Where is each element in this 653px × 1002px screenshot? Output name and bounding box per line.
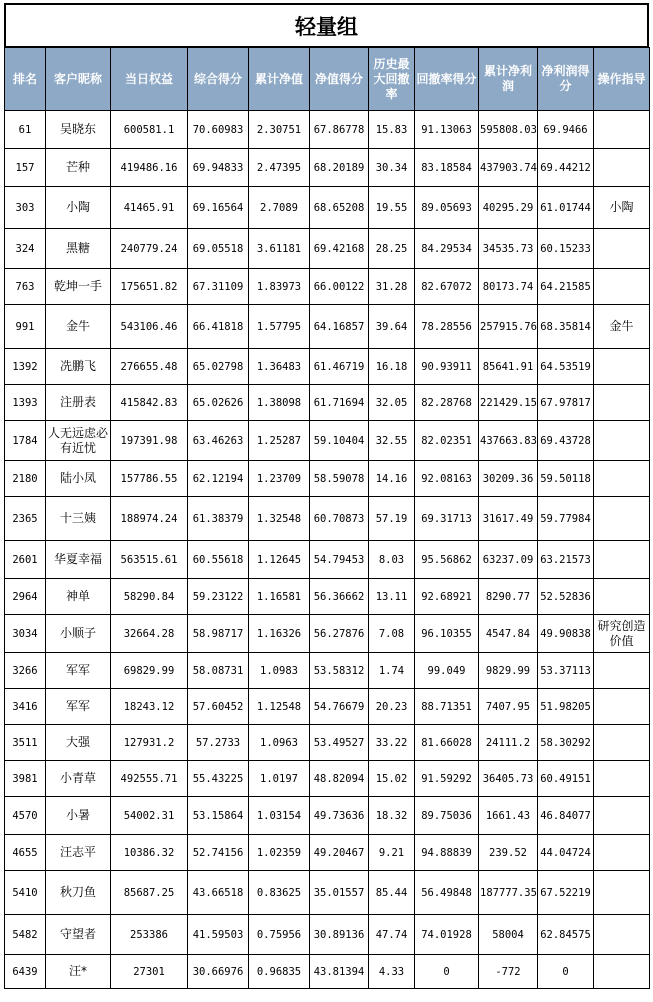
cell-equity: 188974.24 — [111, 497, 188, 541]
cell-overall-score: 41.59503 — [188, 915, 249, 955]
cell-rank: 157 — [5, 149, 46, 187]
cell-drawdown-score: 82.67072 — [415, 269, 479, 305]
cell-guidance — [594, 229, 650, 269]
table-row — [5, 689, 650, 725]
cell-equity: 32664.28 — [111, 615, 188, 653]
cell-profit-score: 58.30292 — [538, 725, 594, 761]
table-row — [5, 797, 650, 835]
cell-equity: 10386.32 — [111, 835, 188, 871]
cell-equity: 41465.91 — [111, 187, 188, 229]
sheet-title: 轻量组 — [4, 3, 649, 47]
cell-max-drawdown: 47.74 — [369, 915, 415, 955]
cell-max-drawdown: 31.28 — [369, 269, 415, 305]
cell-equity: 492555.71 — [111, 761, 188, 797]
cell-nickname: 军军 — [46, 689, 111, 725]
cell-overall-score: 69.05518 — [188, 229, 249, 269]
cell-overall-score: 30.66976 — [188, 955, 249, 989]
header-drawdown-score: 回撤率得分 — [415, 48, 479, 111]
cell-nav-score: 67.86778 — [310, 111, 369, 149]
cell-cumulative-nav: 1.0197 — [249, 761, 310, 797]
cell-nav-score: 66.00122 — [310, 269, 369, 305]
cell-overall-score: 57.2733 — [188, 725, 249, 761]
cell-equity: 419486.16 — [111, 149, 188, 187]
table-row — [5, 269, 650, 305]
cell-nickname: 人无远虑必有近忧 — [46, 421, 111, 461]
cell-equity: 175651.82 — [111, 269, 188, 305]
cell-drawdown-score: 91.13063 — [415, 111, 479, 149]
table-row — [5, 761, 650, 797]
cell-overall-score: 66.41818 — [188, 305, 249, 349]
cell-nickname: 小陶 — [46, 187, 111, 229]
cell-overall-score: 69.16564 — [188, 187, 249, 229]
cell-overall-score: 57.60452 — [188, 689, 249, 725]
cell-guidance — [594, 871, 650, 915]
cell-nav-score: 56.36662 — [310, 579, 369, 615]
header-nickname: 客户昵称 — [46, 48, 111, 111]
cell-equity: 563515.61 — [111, 541, 188, 579]
cell-nav-score: 64.16857 — [310, 305, 369, 349]
cell-nav-score: 61.71694 — [310, 385, 369, 421]
cell-equity: 197391.98 — [111, 421, 188, 461]
cell-cumulative-nav: 1.38098 — [249, 385, 310, 421]
cell-rank: 2365 — [5, 497, 46, 541]
cell-profit-score: 60.15233 — [538, 229, 594, 269]
cell-net-profit: 257915.76 — [479, 305, 538, 349]
cell-rank: 3981 — [5, 761, 46, 797]
cell-equity: 27301 — [111, 955, 188, 989]
cell-nav-score: 61.46719 — [310, 349, 369, 385]
table-row — [5, 349, 650, 385]
cell-max-drawdown: 28.25 — [369, 229, 415, 269]
table-row — [5, 955, 650, 989]
cell-rank: 2964 — [5, 579, 46, 615]
cell-rank: 4570 — [5, 797, 46, 835]
cell-drawdown-score: 92.08163 — [415, 461, 479, 497]
cell-overall-score: 63.46263 — [188, 421, 249, 461]
cell-nickname: 汪志平 — [46, 835, 111, 871]
cell-drawdown-score: 69.31713 — [415, 497, 479, 541]
cell-net-profit: 1661.43 — [479, 797, 538, 835]
cell-net-profit: 85641.91 — [479, 349, 538, 385]
cell-net-profit: 24111.2 — [479, 725, 538, 761]
cell-nav-score: 54.76679 — [310, 689, 369, 725]
cell-rank: 1392 — [5, 349, 46, 385]
cell-guidance — [594, 111, 650, 149]
cell-net-profit: 187777.35 — [479, 871, 538, 915]
cell-cumulative-nav: 1.12548 — [249, 689, 310, 725]
cell-cumulative-nav: 0.96835 — [249, 955, 310, 989]
cell-profit-score: 61.01744 — [538, 187, 594, 229]
cell-rank: 2180 — [5, 461, 46, 497]
cell-rank: 1393 — [5, 385, 46, 421]
cell-overall-score: 60.55618 — [188, 541, 249, 579]
cell-max-drawdown: 4.33 — [369, 955, 415, 989]
cell-nickname: 吴晓东 — [46, 111, 111, 149]
cell-nickname: 华夏幸福 — [46, 541, 111, 579]
table-row — [5, 497, 650, 541]
cell-max-drawdown: 19.55 — [369, 187, 415, 229]
cell-max-drawdown: 15.02 — [369, 761, 415, 797]
cell-equity: 18243.12 — [111, 689, 188, 725]
cell-max-drawdown: 16.18 — [369, 349, 415, 385]
cell-net-profit: 9829.99 — [479, 653, 538, 689]
cell-drawdown-score: 74.01928 — [415, 915, 479, 955]
cell-drawdown-score: 56.49848 — [415, 871, 479, 915]
cell-rank: 2601 — [5, 541, 46, 579]
cell-max-drawdown: 32.05 — [369, 385, 415, 421]
cell-cumulative-nav: 1.0963 — [249, 725, 310, 761]
cell-overall-score: 62.12194 — [188, 461, 249, 497]
cell-drawdown-score: 84.29534 — [415, 229, 479, 269]
cell-equity: 157786.55 — [111, 461, 188, 497]
cell-drawdown-score: 92.68921 — [415, 579, 479, 615]
cell-net-profit: 7407.95 — [479, 689, 538, 725]
cell-equity: 276655.48 — [111, 349, 188, 385]
cell-rank: 5482 — [5, 915, 46, 955]
cell-nav-score: 35.01557 — [310, 871, 369, 915]
cell-equity: 600581.1 — [111, 111, 188, 149]
cell-nav-score: 59.10404 — [310, 421, 369, 461]
cell-net-profit: 437663.83 — [479, 421, 538, 461]
cell-net-profit: 58004 — [479, 915, 538, 955]
cell-drawdown-score: 90.93911 — [415, 349, 479, 385]
cell-guidance: 金牛 — [594, 305, 650, 349]
cell-cumulative-nav: 0.75956 — [249, 915, 310, 955]
cell-nav-score: 53.49527 — [310, 725, 369, 761]
cell-guidance — [594, 385, 650, 421]
cell-overall-score: 65.02798 — [188, 349, 249, 385]
cell-profit-score: 59.50118 — [538, 461, 594, 497]
cell-nav-score: 53.58312 — [310, 653, 369, 689]
cell-profit-score: 44.04724 — [538, 835, 594, 871]
cell-guidance: 小陶 — [594, 187, 650, 229]
header-cumulative-nav: 累计净值 — [249, 48, 310, 111]
cell-guidance — [594, 541, 650, 579]
cell-profit-score: 64.53519 — [538, 349, 594, 385]
cell-max-drawdown: 18.32 — [369, 797, 415, 835]
cell-net-profit: 4547.84 — [479, 615, 538, 653]
cell-profit-score: 53.37113 — [538, 653, 594, 689]
cell-nav-score: 68.20189 — [310, 149, 369, 187]
cell-net-profit: 34535.73 — [479, 229, 538, 269]
cell-overall-score: 52.74156 — [188, 835, 249, 871]
cell-overall-score: 53.15864 — [188, 797, 249, 835]
cell-nav-score: 60.70873 — [310, 497, 369, 541]
cell-nickname: 十三姨 — [46, 497, 111, 541]
cell-overall-score: 59.23122 — [188, 579, 249, 615]
cell-overall-score: 65.02626 — [188, 385, 249, 421]
cell-profit-score: 60.49151 — [538, 761, 594, 797]
cell-overall-score: 70.60983 — [188, 111, 249, 149]
cell-rank: 3511 — [5, 725, 46, 761]
cell-cumulative-nav: 1.12645 — [249, 541, 310, 579]
cell-net-profit: 221429.15 — [479, 385, 538, 421]
cell-nav-score: 30.89136 — [310, 915, 369, 955]
cell-cumulative-nav: 0.83625 — [249, 871, 310, 915]
cell-net-profit: 63237.09 — [479, 541, 538, 579]
cell-rank: 4655 — [5, 835, 46, 871]
cell-cumulative-nav: 3.61181 — [249, 229, 310, 269]
table-row — [5, 229, 650, 269]
cell-cumulative-nav: 1.23709 — [249, 461, 310, 497]
cell-equity: 127931.2 — [111, 725, 188, 761]
cell-rank: 3034 — [5, 615, 46, 653]
cell-cumulative-nav: 1.36483 — [249, 349, 310, 385]
cell-max-drawdown: 14.16 — [369, 461, 415, 497]
cell-nickname: 军军 — [46, 653, 111, 689]
cell-cumulative-nav: 1.03154 — [249, 797, 310, 835]
header-max-drawdown: 历史最大回撤率 — [369, 48, 415, 111]
cell-nav-score: 58.59078 — [310, 461, 369, 497]
cell-cumulative-nav: 1.25287 — [249, 421, 310, 461]
cell-overall-score: 61.38379 — [188, 497, 249, 541]
table-row — [5, 725, 650, 761]
cell-guidance — [594, 689, 650, 725]
cell-net-profit: 80173.74 — [479, 269, 538, 305]
cell-guidance — [594, 149, 650, 187]
cell-rank: 5410 — [5, 871, 46, 915]
cell-drawdown-score: 96.10355 — [415, 615, 479, 653]
cell-max-drawdown: 15.83 — [369, 111, 415, 149]
header-profit-score: 净利润得分 — [538, 48, 594, 111]
cell-nav-score: 43.81394 — [310, 955, 369, 989]
cell-equity: 54002.31 — [111, 797, 188, 835]
cell-nav-score: 49.20467 — [310, 835, 369, 871]
cell-equity: 58290.84 — [111, 579, 188, 615]
cell-nav-score: 54.79453 — [310, 541, 369, 579]
cell-drawdown-score: 89.75036 — [415, 797, 479, 835]
table-row — [5, 385, 650, 421]
cell-guidance — [594, 461, 650, 497]
table-row — [5, 305, 650, 349]
cell-profit-score: 69.9466 — [538, 111, 594, 149]
cell-max-drawdown: 9.21 — [369, 835, 415, 871]
cell-equity: 69829.99 — [111, 653, 188, 689]
cell-nav-score: 49.73636 — [310, 797, 369, 835]
cell-guidance — [594, 761, 650, 797]
cell-nickname: 芒种 — [46, 149, 111, 187]
cell-profit-score: 59.77984 — [538, 497, 594, 541]
cell-rank: 303 — [5, 187, 46, 229]
cell-overall-score: 69.94833 — [188, 149, 249, 187]
cell-nickname: 小青草 — [46, 761, 111, 797]
cell-max-drawdown: 32.55 — [369, 421, 415, 461]
cell-drawdown-score: 91.59292 — [415, 761, 479, 797]
cell-overall-score: 58.98717 — [188, 615, 249, 653]
header-equity: 当日权益 — [111, 48, 188, 111]
cell-cumulative-nav: 1.32548 — [249, 497, 310, 541]
cell-nickname: 小顺子 — [46, 615, 111, 653]
cell-cumulative-nav: 1.83973 — [249, 269, 310, 305]
cell-equity: 543106.46 — [111, 305, 188, 349]
cell-nav-score: 56.27876 — [310, 615, 369, 653]
cell-equity: 85687.25 — [111, 871, 188, 915]
ranking-table — [4, 47, 650, 989]
table-row — [5, 835, 650, 871]
cell-cumulative-nav: 1.0983 — [249, 653, 310, 689]
header-net-profit: 累计净利润 — [479, 48, 538, 111]
cell-net-profit: 437903.74 — [479, 149, 538, 187]
cell-rank: 6439 — [5, 955, 46, 989]
header-guidance: 操作指导 — [594, 48, 650, 111]
cell-drawdown-score: 94.88839 — [415, 835, 479, 871]
cell-rank: 61 — [5, 111, 46, 149]
table-row — [5, 461, 650, 497]
cell-equity: 240779.24 — [111, 229, 188, 269]
cell-guidance — [594, 653, 650, 689]
cell-drawdown-score: 0 — [415, 955, 479, 989]
cell-guidance: 研究创造价值 — [594, 615, 650, 653]
cell-equity: 415842.83 — [111, 385, 188, 421]
cell-net-profit: 30209.36 — [479, 461, 538, 497]
cell-nickname: 守望者 — [46, 915, 111, 955]
cell-guidance — [594, 421, 650, 461]
cell-nickname: 汪* — [46, 955, 111, 989]
cell-profit-score: 0 — [538, 955, 594, 989]
cell-max-drawdown: 7.08 — [369, 615, 415, 653]
cell-cumulative-nav: 1.57795 — [249, 305, 310, 349]
cell-cumulative-nav: 1.16581 — [249, 579, 310, 615]
cell-drawdown-score: 83.18584 — [415, 149, 479, 187]
cell-profit-score: 69.43728 — [538, 421, 594, 461]
cell-drawdown-score: 99.049 — [415, 653, 479, 689]
cell-nav-score: 69.42168 — [310, 229, 369, 269]
cell-guidance — [594, 955, 650, 989]
cell-equity: 253386 — [111, 915, 188, 955]
table-row — [5, 871, 650, 915]
header-row — [5, 48, 650, 111]
cell-nickname: 秋刀鱼 — [46, 871, 111, 915]
table-row — [5, 915, 650, 955]
cell-guidance — [594, 835, 650, 871]
cell-nickname: 乾坤一手 — [46, 269, 111, 305]
cell-drawdown-score: 82.28768 — [415, 385, 479, 421]
cell-nickname: 大强 — [46, 725, 111, 761]
cell-net-profit: 8290.77 — [479, 579, 538, 615]
cell-max-drawdown: 1.74 — [369, 653, 415, 689]
cell-net-profit: 31617.49 — [479, 497, 538, 541]
cell-nickname: 神单 — [46, 579, 111, 615]
cell-nickname: 小暑 — [46, 797, 111, 835]
cell-profit-score: 67.97817 — [538, 385, 594, 421]
table-row — [5, 579, 650, 615]
cell-guidance — [594, 725, 650, 761]
table-row — [5, 111, 650, 149]
cell-rank: 3416 — [5, 689, 46, 725]
header-rank: 排名 — [5, 48, 46, 111]
cell-profit-score: 69.44212 — [538, 149, 594, 187]
cell-net-profit: 239.52 — [479, 835, 538, 871]
cell-max-drawdown: 39.64 — [369, 305, 415, 349]
cell-max-drawdown: 33.22 — [369, 725, 415, 761]
cell-cumulative-nav: 1.02359 — [249, 835, 310, 871]
cell-overall-score: 55.43225 — [188, 761, 249, 797]
cell-drawdown-score: 81.66028 — [415, 725, 479, 761]
header-overall-score: 综合得分 — [188, 48, 249, 111]
cell-guidance — [594, 579, 650, 615]
cell-overall-score: 67.31109 — [188, 269, 249, 305]
cell-guidance — [594, 269, 650, 305]
cell-net-profit: 40295.29 — [479, 187, 538, 229]
cell-overall-score: 43.66518 — [188, 871, 249, 915]
cell-nickname: 黑糖 — [46, 229, 111, 269]
cell-drawdown-score: 95.56862 — [415, 541, 479, 579]
cell-profit-score: 46.84077 — [538, 797, 594, 835]
header-nav-score: 净值得分 — [310, 48, 369, 111]
cell-rank: 991 — [5, 305, 46, 349]
cell-nickname: 注册表 — [46, 385, 111, 421]
cell-guidance — [594, 349, 650, 385]
cell-nickname: 冼鹏飞 — [46, 349, 111, 385]
cell-nickname: 陆小凤 — [46, 461, 111, 497]
cell-rank: 3266 — [5, 653, 46, 689]
cell-overall-score: 58.08731 — [188, 653, 249, 689]
cell-rank: 763 — [5, 269, 46, 305]
cell-guidance — [594, 797, 650, 835]
cell-drawdown-score: 78.28556 — [415, 305, 479, 349]
cell-cumulative-nav: 2.47395 — [249, 149, 310, 187]
cell-profit-score: 63.21573 — [538, 541, 594, 579]
ranking-sheet — [4, 3, 649, 989]
cell-profit-score: 51.98205 — [538, 689, 594, 725]
cell-drawdown-score: 89.05693 — [415, 187, 479, 229]
cell-profit-score: 64.21585 — [538, 269, 594, 305]
cell-profit-score: 67.52219 — [538, 871, 594, 915]
cell-max-drawdown: 57.19 — [369, 497, 415, 541]
table-row — [5, 149, 650, 187]
cell-max-drawdown: 8.03 — [369, 541, 415, 579]
cell-nav-score: 68.65208 — [310, 187, 369, 229]
cell-guidance — [594, 497, 650, 541]
cell-net-profit: -772 — [479, 955, 538, 989]
cell-nickname: 金牛 — [46, 305, 111, 349]
cell-drawdown-score: 88.71351 — [415, 689, 479, 725]
cell-max-drawdown: 30.34 — [369, 149, 415, 187]
cell-max-drawdown: 20.23 — [369, 689, 415, 725]
cell-max-drawdown: 85.44 — [369, 871, 415, 915]
cell-rank: 324 — [5, 229, 46, 269]
table-row — [5, 615, 650, 653]
cell-profit-score: 52.52836 — [538, 579, 594, 615]
cell-rank: 1784 — [5, 421, 46, 461]
cell-net-profit: 595808.03 — [479, 111, 538, 149]
table-row — [5, 653, 650, 689]
cell-cumulative-nav: 2.7089 — [249, 187, 310, 229]
cell-profit-score: 49.90838 — [538, 615, 594, 653]
cell-profit-score: 62.84575 — [538, 915, 594, 955]
cell-profit-score: 68.35814 — [538, 305, 594, 349]
table-row — [5, 187, 650, 229]
cell-cumulative-nav: 2.30751 — [249, 111, 310, 149]
cell-nav-score: 48.82094 — [310, 761, 369, 797]
table-row — [5, 421, 650, 461]
cell-guidance — [594, 915, 650, 955]
table-row — [5, 541, 650, 579]
cell-drawdown-score: 82.02351 — [415, 421, 479, 461]
cell-net-profit: 36405.73 — [479, 761, 538, 797]
cell-max-drawdown: 13.11 — [369, 579, 415, 615]
cell-cumulative-nav: 1.16326 — [249, 615, 310, 653]
